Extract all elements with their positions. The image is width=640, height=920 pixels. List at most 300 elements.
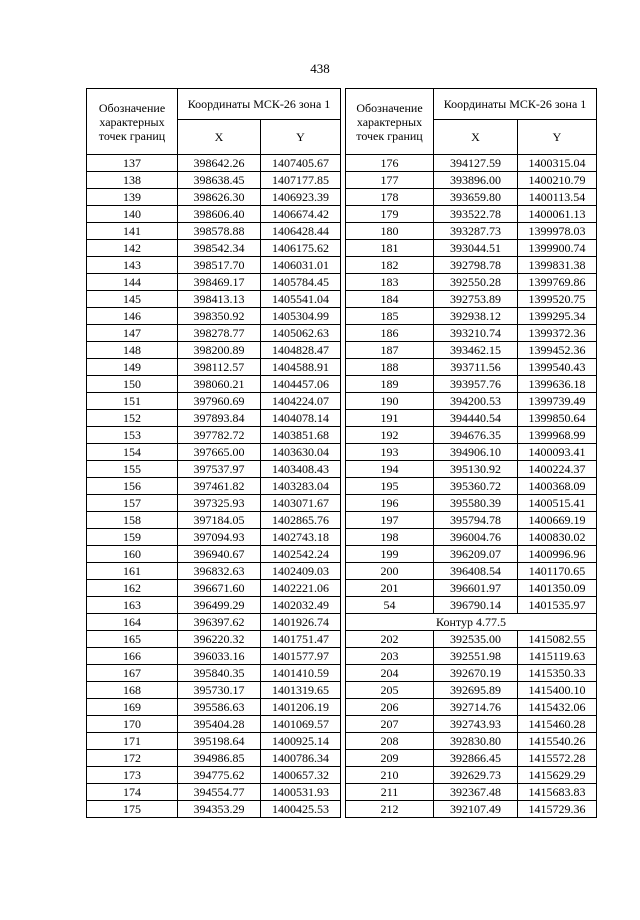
x-coordinate-cell: 392753.89 [434,291,518,308]
table-row [87,393,341,410]
table-row [87,495,341,512]
point-id-cell: 165 [87,631,178,648]
x-coordinate-cell: 392367.48 [434,784,518,801]
coords-title-header: Координаты МСК-26 зона 1 [434,89,597,120]
y-coordinate-cell: 1415082.55 [518,631,597,648]
point-id-cell: 164 [87,614,178,631]
point-id-cell: 162 [87,580,178,597]
x-coordinate-cell: 395794.78 [434,512,518,529]
y-coordinate-cell: 1406674.42 [261,206,341,223]
table-row [346,478,597,495]
point-id-cell: 203 [346,648,434,665]
table-row [87,342,341,359]
table-row [87,427,341,444]
point-id-cell: 177 [346,172,434,189]
table-row [87,733,341,750]
point-id-cell: 171 [87,733,178,750]
x-coordinate-cell: 395580.39 [434,495,518,512]
x-coordinate-cell: 396033.16 [178,648,261,665]
y-coordinate-cell: 1407177.85 [261,172,341,189]
x-coordinate-cell: 396832.63 [178,563,261,580]
point-id-cell: 154 [87,444,178,461]
y-coordinate-cell: 1400315.04 [518,155,597,172]
x-coordinate-cell: 393659.80 [434,189,518,206]
point-id-cell: 210 [346,767,434,784]
x-coordinate-cell: 392743.93 [434,716,518,733]
point-id-cell: 174 [87,784,178,801]
point-id-cell: 198 [346,529,434,546]
y-coordinate-cell: 1399769.86 [518,274,597,291]
x-coordinate-cell: 397782.72 [178,427,261,444]
x-coordinate-cell: 392670.19 [434,665,518,682]
y-coordinate-cell: 1400224.37 [518,461,597,478]
table-row [87,206,341,223]
table-row [346,376,597,393]
table-row [87,189,341,206]
point-id-cell: 211 [346,784,434,801]
y-coordinate-cell: 1399968.99 [518,427,597,444]
x-coordinate-cell: 398060.21 [178,376,261,393]
x-coordinate-cell: 397461.82 [178,478,261,495]
y-coordinate-cell: 1404224.07 [261,393,341,410]
point-id-cell: 209 [346,750,434,767]
y-coordinate-cell: 1405784.45 [261,274,341,291]
x-coordinate-cell: 396671.60 [178,580,261,597]
table-row [87,155,341,172]
x-coordinate-cell: 398638.45 [178,172,261,189]
table-row [87,172,341,189]
x-coordinate-cell: 398578.88 [178,223,261,240]
x-column-header: X [178,120,261,155]
table-row [87,240,341,257]
y-coordinate-cell: 1401069.57 [261,716,341,733]
point-id-cell: 197 [346,512,434,529]
y-coordinate-cell: 1401577.97 [261,648,341,665]
x-coordinate-cell: 396220.32 [178,631,261,648]
table-row [87,308,341,325]
y-coordinate-cell: 1401410.59 [261,665,341,682]
y-coordinate-cell: 1402409.03 [261,563,341,580]
y-coordinate-cell: 1400786.34 [261,750,341,767]
point-id-cell: 150 [87,376,178,393]
x-coordinate-cell: 395730.17 [178,682,261,699]
y-coordinate-cell: 1415119.63 [518,648,597,665]
x-coordinate-cell: 394554.77 [178,784,261,801]
y-coordinate-cell: 1415400.10 [518,682,597,699]
x-coordinate-cell: 392629.73 [434,767,518,784]
table-row [87,750,341,767]
x-coordinate-cell: 393522.78 [434,206,518,223]
point-id-cell: 167 [87,665,178,682]
y-coordinate-cell: 1400531.93 [261,784,341,801]
x-coordinate-cell: 394676.35 [434,427,518,444]
y-coordinate-cell: 1400996.96 [518,546,597,563]
y-coordinate-cell: 1400925.14 [261,733,341,750]
x-coordinate-cell: 396408.54 [434,563,518,580]
point-id-cell: 54 [346,597,434,614]
table-row [346,512,597,529]
table-row [87,563,341,580]
table-row [346,240,597,257]
table-row [346,648,597,665]
table-row [346,223,597,240]
x-coordinate-cell: 393044.51 [434,240,518,257]
x-coordinate-cell: 398350.92 [178,308,261,325]
point-id-cell: 201 [346,580,434,597]
point-id-cell: 195 [346,478,434,495]
point-id-cell: 183 [346,274,434,291]
x-coordinate-cell: 398517.70 [178,257,261,274]
y-coordinate-cell: 1401751.47 [261,631,341,648]
table-row [87,274,341,291]
point-id-cell: 187 [346,342,434,359]
y-coordinate-cell: 1406923.39 [261,189,341,206]
table-row [87,359,341,376]
point-id-cell: 212 [346,801,434,818]
point-id-cell: 208 [346,733,434,750]
table-row [346,172,597,189]
table-row [346,257,597,274]
x-coordinate-cell: 395586.63 [178,699,261,716]
x-coordinate-cell: 397094.93 [178,529,261,546]
y-coordinate-cell: 1401535.97 [518,597,597,614]
y-coordinate-cell: 1402221.06 [261,580,341,597]
y-coordinate-cell: 1415729.36 [518,801,597,818]
point-id-cell: 192 [346,427,434,444]
y-coordinate-cell: 1401206.19 [261,699,341,716]
point-id-cell: 160 [87,546,178,563]
point-id-cell: 155 [87,461,178,478]
y-coordinate-cell: 1400061.13 [518,206,597,223]
point-id-cell: 168 [87,682,178,699]
x-coordinate-cell: 398469.17 [178,274,261,291]
y-coordinate-cell: 1399452.36 [518,342,597,359]
point-id-cell: 185 [346,308,434,325]
y-coordinate-cell: 1399636.18 [518,376,597,393]
point-id-cell: 141 [87,223,178,240]
table-row [87,529,341,546]
x-coordinate-cell: 393896.00 [434,172,518,189]
x-coordinate-cell: 392551.98 [434,648,518,665]
x-coordinate-cell: 397184.05 [178,512,261,529]
table-row [346,563,597,580]
point-id-cell: 152 [87,410,178,427]
x-coordinate-cell: 392107.49 [434,801,518,818]
y-coordinate-cell: 1400113.54 [518,189,597,206]
x-coordinate-cell: 394353.29 [178,801,261,818]
point-id-cell: 139 [87,189,178,206]
table-row [346,410,597,427]
table-row [87,699,341,716]
x-coordinate-cell: 397325.93 [178,495,261,512]
x-coordinate-cell: 395130.92 [434,461,518,478]
point-id-cell: 188 [346,359,434,376]
point-id-cell: 158 [87,512,178,529]
x-coordinate-cell: 396397.62 [178,614,261,631]
x-coordinate-cell: 395404.28 [178,716,261,733]
y-coordinate-cell: 1399520.75 [518,291,597,308]
table-row [87,597,341,614]
x-coordinate-cell: 392938.12 [434,308,518,325]
x-coordinate-cell: 396004.76 [434,529,518,546]
table-row [346,189,597,206]
x-coordinate-cell: 393287.73 [434,223,518,240]
table-row [87,410,341,427]
y-coordinate-cell: 1403408.43 [261,461,341,478]
table-row [346,427,597,444]
point-id-cell: 161 [87,563,178,580]
coordinates-table-left [86,88,341,818]
x-coordinate-cell: 394906.10 [434,444,518,461]
table-row [87,801,341,818]
y-coordinate-cell: 1406175.62 [261,240,341,257]
y-coordinate-cell: 1401926.74 [261,614,341,631]
x-coordinate-cell: 394127.59 [434,155,518,172]
point-id-cell: 179 [346,206,434,223]
point-id-cell: 157 [87,495,178,512]
y-coordinate-cell: 1401319.65 [261,682,341,699]
y-coordinate-cell: 1399900.74 [518,240,597,257]
y-coordinate-cell: 1403071.67 [261,495,341,512]
x-coordinate-cell: 398542.34 [178,240,261,257]
y-coordinate-cell: 1415572.28 [518,750,597,767]
table-row [87,648,341,665]
y-coordinate-cell: 1407405.67 [261,155,341,172]
y-coordinate-cell: 1415629.29 [518,767,597,784]
table-row [87,461,341,478]
point-id-cell: 196 [346,495,434,512]
y-coordinate-cell: 1403851.68 [261,427,341,444]
x-coordinate-cell: 396499.29 [178,597,261,614]
table-row [87,291,341,308]
table-row [346,206,597,223]
point-id-cell: 137 [87,155,178,172]
table-row [87,512,341,529]
table-row [346,665,597,682]
x-coordinate-cell: 392798.78 [434,257,518,274]
x-coordinate-cell: 397537.97 [178,461,261,478]
y-coordinate-cell: 1400515.41 [518,495,597,512]
x-coordinate-cell: 395198.64 [178,733,261,750]
point-id-cell: 169 [87,699,178,716]
table-row [346,546,597,563]
table-row [346,291,597,308]
x-coordinate-cell: 398200.89 [178,342,261,359]
x-column-header: X [434,120,518,155]
table-row [87,580,341,597]
y-coordinate-cell: 1399978.03 [518,223,597,240]
point-id-cell: 204 [346,665,434,682]
x-coordinate-cell: 397960.69 [178,393,261,410]
x-coordinate-cell: 392714.76 [434,699,518,716]
table-row [346,359,597,376]
y-column-header: Y [261,120,341,155]
x-coordinate-cell: 392695.89 [434,682,518,699]
point-id-cell: 153 [87,427,178,444]
x-coordinate-cell: 396209.07 [434,546,518,563]
y-coordinate-cell: 1415432.06 [518,699,597,716]
table-row [87,223,341,240]
y-column-header: Y [518,120,597,155]
point-id-cell: 144 [87,274,178,291]
table-row [87,444,341,461]
y-coordinate-cell: 1400093.41 [518,444,597,461]
point-id-cell: 181 [346,240,434,257]
point-id-cell: 186 [346,325,434,342]
point-id-cell: 149 [87,359,178,376]
table-row [346,631,597,648]
x-coordinate-cell: 393711.56 [434,359,518,376]
point-id-cell: 173 [87,767,178,784]
label-column-header: Обозначение характерных точек границ [87,89,178,155]
point-id-cell: 207 [346,716,434,733]
table-row [346,155,597,172]
point-id-cell: 142 [87,240,178,257]
y-coordinate-cell: 1399739.49 [518,393,597,410]
y-coordinate-cell: 1415683.83 [518,784,597,801]
y-coordinate-cell: 1399850.64 [518,410,597,427]
table-row [346,716,597,733]
coords-title-header: Координаты МСК-26 зона 1 [178,89,341,120]
point-id-cell: 180 [346,223,434,240]
y-coordinate-cell: 1402032.49 [261,597,341,614]
x-coordinate-cell: 398112.57 [178,359,261,376]
point-id-cell: 184 [346,291,434,308]
point-id-cell: 159 [87,529,178,546]
y-coordinate-cell: 1400669.19 [518,512,597,529]
point-id-cell: 166 [87,648,178,665]
point-id-cell: 199 [346,546,434,563]
x-coordinate-cell: 393210.74 [434,325,518,342]
y-coordinate-cell: 1402865.76 [261,512,341,529]
y-coordinate-cell: 1399540.43 [518,359,597,376]
point-id-cell: 191 [346,410,434,427]
y-coordinate-cell: 1415350.33 [518,665,597,682]
point-id-cell: 148 [87,342,178,359]
table-row [346,325,597,342]
contour-row [346,614,597,631]
table-row [346,308,597,325]
table-row [346,393,597,410]
x-coordinate-cell: 392535.00 [434,631,518,648]
y-coordinate-cell: 1402542.24 [261,546,341,563]
point-id-cell: 205 [346,682,434,699]
y-coordinate-cell: 1400210.79 [518,172,597,189]
y-coordinate-cell: 1399831.38 [518,257,597,274]
x-coordinate-cell: 397665.00 [178,444,261,461]
table-row [346,682,597,699]
point-id-cell: 147 [87,325,178,342]
y-coordinate-cell: 1401170.65 [518,563,597,580]
point-id-cell: 140 [87,206,178,223]
point-id-cell: 206 [346,699,434,716]
y-coordinate-cell: 1400657.32 [261,767,341,784]
x-coordinate-cell: 396940.67 [178,546,261,563]
point-id-cell: 194 [346,461,434,478]
table-row [346,342,597,359]
table-row [87,376,341,393]
point-id-cell: 178 [346,189,434,206]
table-row [87,682,341,699]
page-number: 438 [310,61,330,76]
x-coordinate-cell: 393957.76 [434,376,518,393]
table-row [346,784,597,801]
point-id-cell: 193 [346,444,434,461]
table-row [346,767,597,784]
table-row [87,631,341,648]
contour-label: Контур 4.77.5 [346,614,597,631]
point-id-cell: 170 [87,716,178,733]
y-coordinate-cell: 1401350.09 [518,580,597,597]
point-id-cell: 189 [346,376,434,393]
table-row [87,325,341,342]
y-coordinate-cell: 1415540.26 [518,733,597,750]
x-coordinate-cell: 398626.30 [178,189,261,206]
x-coordinate-cell: 392866.45 [434,750,518,767]
y-coordinate-cell: 1404828.47 [261,342,341,359]
table-row [346,529,597,546]
point-id-cell: 202 [346,631,434,648]
table-row [346,733,597,750]
table-row [87,614,341,631]
x-coordinate-cell: 394440.54 [434,410,518,427]
table-row [346,699,597,716]
point-id-cell: 172 [87,750,178,767]
x-coordinate-cell: 398278.77 [178,325,261,342]
point-id-cell: 190 [346,393,434,410]
x-coordinate-cell: 398413.13 [178,291,261,308]
point-id-cell: 151 [87,393,178,410]
point-id-cell: 176 [346,155,434,172]
y-coordinate-cell: 1404588.91 [261,359,341,376]
y-coordinate-cell: 1403283.04 [261,478,341,495]
label-column-header: Обозначение характерных точек границ [346,89,434,155]
table-row [87,478,341,495]
x-coordinate-cell: 395360.72 [434,478,518,495]
y-coordinate-cell: 1402743.18 [261,529,341,546]
x-coordinate-cell: 396601.97 [434,580,518,597]
x-coordinate-cell: 394775.62 [178,767,261,784]
point-id-cell: 146 [87,308,178,325]
y-coordinate-cell: 1399295.34 [518,308,597,325]
x-coordinate-cell: 398642.26 [178,155,261,172]
y-coordinate-cell: 1406031.01 [261,257,341,274]
table-row [346,750,597,767]
x-coordinate-cell: 395840.35 [178,665,261,682]
y-coordinate-cell: 1400368.09 [518,478,597,495]
table-row [346,444,597,461]
table-row [346,801,597,818]
y-coordinate-cell: 1415460.28 [518,716,597,733]
y-coordinate-cell: 1405304.99 [261,308,341,325]
y-coordinate-cell: 1404457.06 [261,376,341,393]
point-id-cell: 200 [346,563,434,580]
x-coordinate-cell: 397893.84 [178,410,261,427]
x-coordinate-cell: 396790.14 [434,597,518,614]
x-coordinate-cell: 392550.28 [434,274,518,291]
point-id-cell: 163 [87,597,178,614]
point-id-cell: 156 [87,478,178,495]
table-row [346,461,597,478]
table-row [87,665,341,682]
table-row [346,274,597,291]
table-row [87,767,341,784]
y-coordinate-cell: 1400830.02 [518,529,597,546]
y-coordinate-cell: 1405541.04 [261,291,341,308]
table-row [87,257,341,274]
table-row [87,546,341,563]
point-id-cell: 182 [346,257,434,274]
